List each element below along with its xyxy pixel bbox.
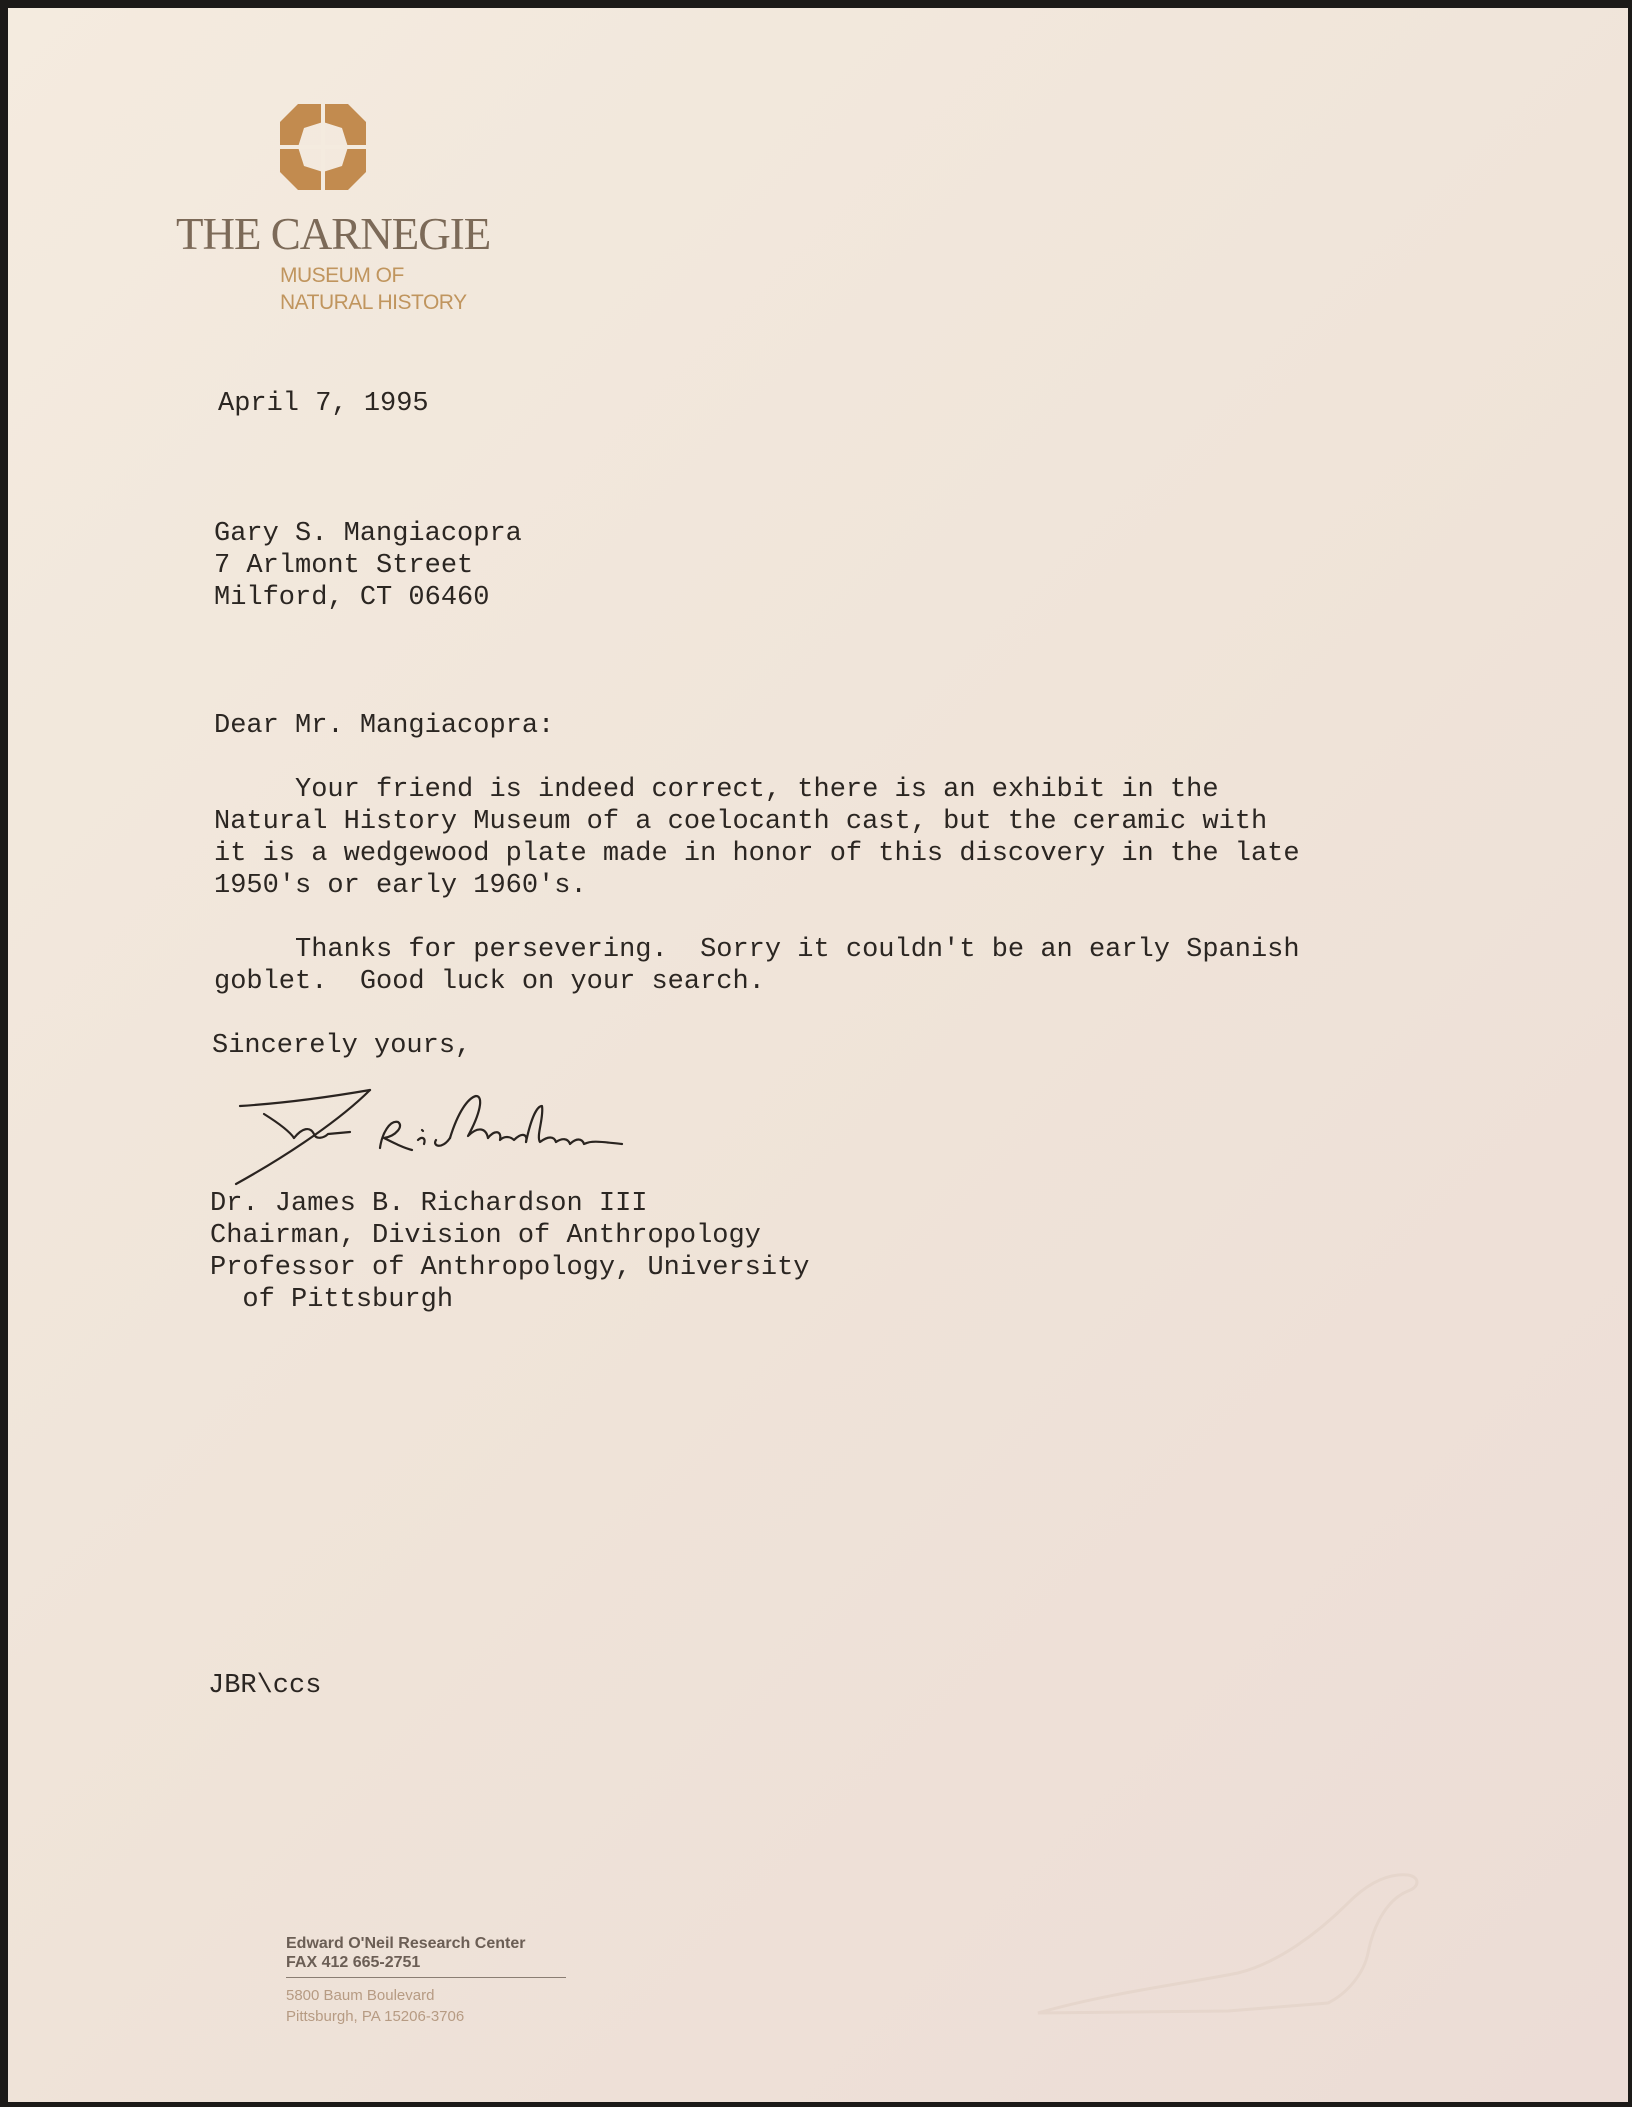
footer-address-line2: Pittsburgh, PA 15206-3706	[286, 2008, 465, 2025]
paragraph1-line2: Natural History Museum of a coelocanth cast, but the ceramic with	[214, 807, 1268, 837]
letterhead-name: THE CARNEGIE	[176, 209, 491, 259]
letter-date: April 7, 1995	[218, 389, 429, 419]
paragraph2-line1: Thanks for persevering. Sorry it couldn't be an early Spanish	[214, 935, 1300, 965]
paragraph1-line3: it is a wedgewood plate made in honor of this discovery in the late	[214, 839, 1300, 869]
reference-initials: JBR\ccs	[208, 1671, 322, 1701]
footer-divider	[286, 1977, 566, 1978]
letterhead-subtitle-line1: MUSEUM OF	[280, 264, 404, 287]
paragraph1-line4: 1950's or early 1960's.	[214, 871, 587, 901]
recipient-line2: 7 Arlmont Street	[214, 551, 474, 581]
letter-page	[8, 8, 1628, 2102]
recipient-line1: Gary S. Mangiacopra	[214, 519, 522, 549]
carnegie-logo	[280, 104, 366, 190]
footer-center-name: Edward O'Neil Research Center	[286, 1935, 526, 1952]
paragraph2-line2: goblet. Good luck on your search.	[214, 967, 765, 997]
paragraph1-line1: Your friend is indeed correct, there is an exhibit in the	[214, 775, 1219, 805]
recipient-line3: Milford, CT 06460	[214, 583, 490, 613]
signer-line1: Dr. James B. Richardson III	[210, 1189, 648, 1219]
dinosaur-emboss-icon	[1028, 1863, 1508, 2023]
handwritten-signature	[232, 1078, 672, 1188]
recipient-address	[214, 518, 522, 614]
body-paragraph-1	[214, 774, 1300, 902]
body-paragraph-2	[214, 934, 1300, 998]
footer-fax: FAX 412 665-2751	[286, 1954, 421, 1971]
footer-address-line1: 5800 Baum Boulevard	[286, 1987, 435, 2004]
signer-line4: of Pittsburgh	[210, 1285, 454, 1315]
letterhead-subtitle-line2: NATURAL HISTORY	[280, 291, 467, 314]
signer-line2: Chairman, Division of Anthropology	[210, 1221, 761, 1251]
salutation: Dear Mr. Mangiacopra:	[214, 711, 555, 741]
signer-line3: Professor of Anthropology, University	[210, 1253, 810, 1283]
closing: Sincerely yours,	[212, 1031, 472, 1061]
signer-block	[210, 1188, 810, 1316]
